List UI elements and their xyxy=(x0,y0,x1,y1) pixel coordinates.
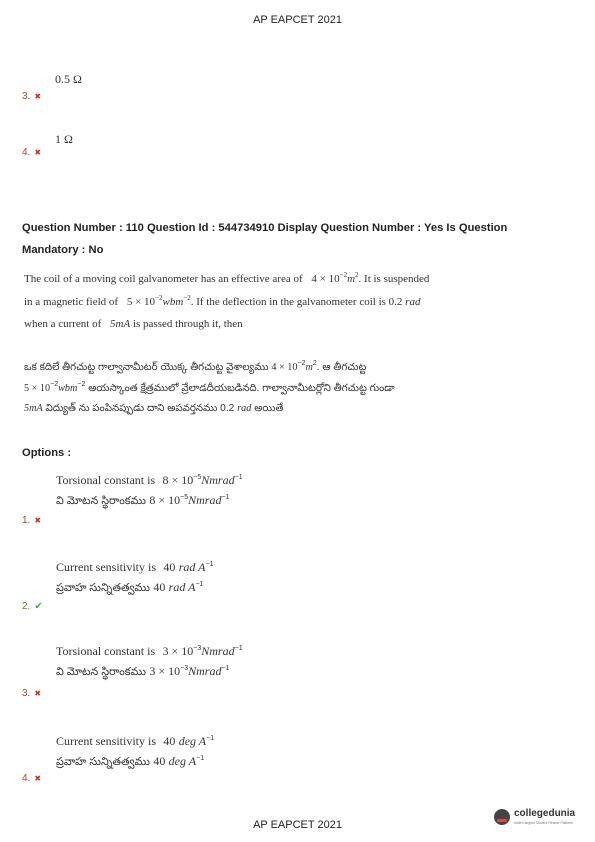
question-text-english xyxy=(24,268,429,336)
options-label: Options : xyxy=(22,447,72,459)
question-meta-line-2: Mandatory : No xyxy=(22,244,104,256)
option-number: 3. xyxy=(22,91,31,102)
cross-mark-icon: ✖ xyxy=(34,689,42,698)
option-1-marker: 1. ✖ xyxy=(22,515,42,526)
option-4-telugu: ప్రవాహ సున్నితత్వము 40 deg $A^{-1}$ xyxy=(56,754,205,768)
option-2-content[interactable] xyxy=(56,557,213,598)
check-mark-icon: ✔ xyxy=(34,601,43,612)
question-meta-line-1: Question Number : 110 Question Id : 544734910 Display Question Number : Yes Is Question xyxy=(22,222,508,234)
prev-option-4-value: 1 Ω xyxy=(55,132,73,146)
question-header xyxy=(22,217,572,261)
option-number: 4. xyxy=(22,147,31,158)
option-3-telugu: వి మోటన స్థిరాంకము $3 \times 10^{-3}Nmrad^{-1}$ xyxy=(56,664,230,678)
question-telugu-line-1: ఒక కదిలే తీగచుట్ట గాల్వానామీటర్ యొక్క తీగచుట్ట వైశాల్యము $4 \times 10^{-2}m^2$. ఆ తీగచుట్ట xyxy=(24,360,367,373)
option-1-content[interactable] xyxy=(56,470,243,511)
cross-mark-icon: ✖ xyxy=(34,92,42,101)
logo-badge-icon xyxy=(494,809,510,825)
option-1-telugu: వి మోటన స్థిరాంకము $8 \times 10^{-5}Nmrad^{-1}$ xyxy=(56,493,230,507)
page-footer: AP EAPCET 2021 xyxy=(253,819,342,831)
cross-mark-icon: ✖ xyxy=(34,774,42,783)
option-1-english: Torsional constant is $8 \times 10^{-5}Nmrad^{-1}$ xyxy=(56,473,243,487)
page-header: AP EAPCET 2021 xyxy=(253,14,342,26)
prev-option-4 xyxy=(22,142,41,160)
question-english-line-1: The coil of a moving coil galvanometer has an effective area of $4 \times 10^{-2}m^2$. It is suspended xyxy=(24,271,430,285)
option-3-english: Torsional constant is $3 \times 10^{-3}Nmrad^{-1}$ xyxy=(56,644,243,658)
option-3-marker: 3. ✖ xyxy=(22,688,42,699)
question-english-line-2: in a magnetic field of $5 \times 10^{-2}wbm^{-2}$. If the deflection in the galvanometer coil is 0.2 rad xyxy=(24,293,421,308)
collegedunia-logo[interactable] xyxy=(494,806,590,830)
question-text-telugu xyxy=(24,358,395,420)
prev-option-3 xyxy=(22,86,41,104)
question-english-line-3: when a current of 5mA is passed through it, then xyxy=(24,318,243,330)
prev-option-3-value: 0.5 Ω xyxy=(55,72,82,86)
option-4-marker: 4. ✖ xyxy=(22,773,42,784)
option-2-marker: 2. ✔ xyxy=(22,601,43,612)
option-4-content[interactable] xyxy=(56,731,214,772)
logo-tagline: India's largest Student Review Platform xyxy=(514,821,574,825)
option-2-english: Current sensitivity is 40 rad $A^{-1}$ xyxy=(56,560,214,574)
question-telugu-line-3: 5mA విద్యుత్ ను పంపినప్పుడు దాని అపవర్తనము 0.2 rad అయితే xyxy=(24,403,284,414)
logo-brand-text: collegedunia xyxy=(514,808,576,819)
option-3-content[interactable] xyxy=(56,641,243,682)
cross-mark-icon: ✖ xyxy=(34,148,42,157)
cross-mark-icon: ✖ xyxy=(34,516,42,525)
option-2-telugu: ప్రవాహ సున్నితత్వము 40 rad $A^{-1}$ xyxy=(56,580,204,594)
option-4-english: Current sensitivity is 40 deg $A^{-1}$ xyxy=(56,734,215,748)
question-telugu-line-2: $5 \times 10^{-2}wbm^{-2}$ అయస్కాంత క్షేత్రములో వ్రేలాడదీయబడినది. గాల్వానామీటర్లోని తీగచుట్ట గుండా xyxy=(24,380,395,394)
